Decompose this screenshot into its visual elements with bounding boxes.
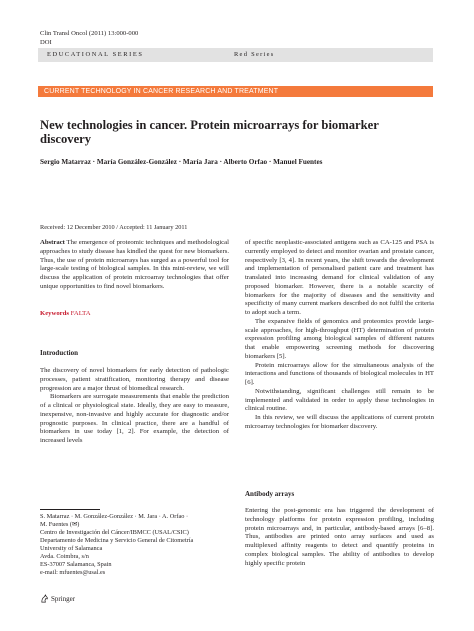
- introduction-paragraph-1: The discovery of novel biomarkers for early detection of pathologic processes, patient stratification, monitoring therapy and disease progression are a major thrust of biomedical research.: [40, 367, 229, 392]
- antibody-arrays-heading: Antibody arrays: [245, 490, 295, 498]
- title-line-2: discovery: [40, 132, 92, 146]
- antibody-paragraph-1: Entering the post-genomic era has triggered the development of technology platforms for protein expression profiling, including protein microarrays and, in particular, antibody-based arrays [6–8]. Thus, antibodies are printed onto array surfaces and used as multiplexed affinity reagents to detect and quantify proteins in complex biological samples. The ability of antibodies to develop highly specific protein: [245, 507, 434, 567]
- doi-label: DOI: [40, 38, 52, 46]
- keywords-paragraph: [40, 310, 229, 319]
- affiliation-city: ES-37007 Salamanca, Spain: [40, 561, 112, 568]
- keywords-value[interactable]: FALTA: [70, 309, 91, 317]
- publisher-name: Springer: [51, 594, 76, 603]
- series-sublabel: Red Series: [234, 51, 275, 58]
- footnote-rule: [40, 509, 100, 510]
- journal-reference: [40, 30, 138, 47]
- abstract-text: The emergence of proteomic techniques and methodological approaches to study disease has kindled the quest for new biomarkers. Thus, the use of protein microarrays has surged as a powerful tool for large-scale testing of biological samples. In this mini-review, we will discuss the application of protein microarray technologies that offer unique opportunities to find novel biomarkers.: [40, 239, 229, 290]
- right-paragraph-2: The expansive fields of genomics and proteomics provide large-scale approaches, for high-throughput (HT) determination of protein expression profiling among biological samples of different natures that enable empowering screening methods for discovering biomarkers [5].: [245, 317, 434, 360]
- abstract-label: Abstract: [40, 239, 65, 246]
- affiliation-corresponding: M. Fuentes (✉): [40, 521, 80, 528]
- right-column-body: [245, 239, 434, 432]
- affiliation-email[interactable]: e-mail: mfuentes@usal.es: [40, 569, 106, 576]
- journal-citation: Clin Transl Oncol (2011) 13:000-000: [40, 30, 139, 37]
- series-bar: [38, 48, 433, 62]
- right-paragraph-5: In this review, we will discuss the applications of current protein microarray technologies for biomarker discovery.: [245, 414, 434, 430]
- publisher-logo: [40, 594, 75, 603]
- affiliation-department: Departamento de Medicina y Servicio General de Citometría: [40, 537, 194, 544]
- introduction-paragraph-2: Biomarkers are surrogate measurements that enable the prediction of a clinical or physiological state. Ideally, they are easy to measure, inexpensive, non-invasive and highly accurate for diagnostic and/or prognostic purposes. In clinical practice, there are a handful of biomarkers in use today [1, 2]. For example, the detection of increased levels: [40, 393, 229, 444]
- right-paragraph-4: Notwithstanding, significant challenges still remain to be implemented and validated in order to apply these technologies in clinical routine.: [245, 387, 434, 413]
- keywords-label: Keywords: [40, 309, 69, 317]
- series-label: EDUCATIONAL SERIES: [47, 51, 144, 58]
- affiliation-street: Avda. Coimbra, s/n: [40, 553, 89, 560]
- section-banner: CURRENT TECHNOLOGY IN CANCER RESEARCH AND TREATMENT: [38, 86, 433, 97]
- affiliation-institute: Centro de Investigación del Cáncer/IBMCC (USAL/CSIC): [40, 529, 189, 536]
- introduction-body: [40, 367, 229, 446]
- right-paragraph-1: of specific neoplastic-associated antigens such as CA-125 and PSA is currently employed to detect and monitor ovarian and prostate cancer, respectively [3, 4]. In recent years, the shift towards the development and implementation of personalised patient care and treatment has translated into increasing demand for clinical validation of any proposed biomarker. However, there is a notable scarcity of biomarkers for the majority of diseases and the sensitivity and specificity of many current markers described do not fulfil the criteria to adopt such a term.: [245, 239, 434, 316]
- title-line-1: New technologies in cancer. Protein microarrays for biomarker: [40, 118, 379, 132]
- article-title: [40, 118, 400, 146]
- abstract-block: [40, 239, 229, 318]
- affiliation-authors: S. Matarraz · M. González-González · M. Jara · A. Orfao ·: [40, 513, 189, 520]
- antibody-arrays-body: [245, 507, 434, 568]
- abstract-paragraph: [40, 239, 229, 292]
- received-date: Received: 12 December 2010 / Accepted: 11 January 2011: [40, 224, 188, 231]
- right-paragraph-3: Protein microarrays allow for the simultaneous analysis of the interactions and functions of thousands of biological molecules in HT [6].: [245, 361, 434, 386]
- springer-horse-icon: [40, 594, 49, 603]
- introduction-heading: Introduction: [40, 349, 78, 357]
- affiliation-university: University of Salamanca: [40, 545, 103, 552]
- author-list: Sergio Matarraz · María González-González · María Jara · Alberto Orfao · Manuel Fuentes: [40, 158, 323, 166]
- affiliation-block: [40, 513, 229, 577]
